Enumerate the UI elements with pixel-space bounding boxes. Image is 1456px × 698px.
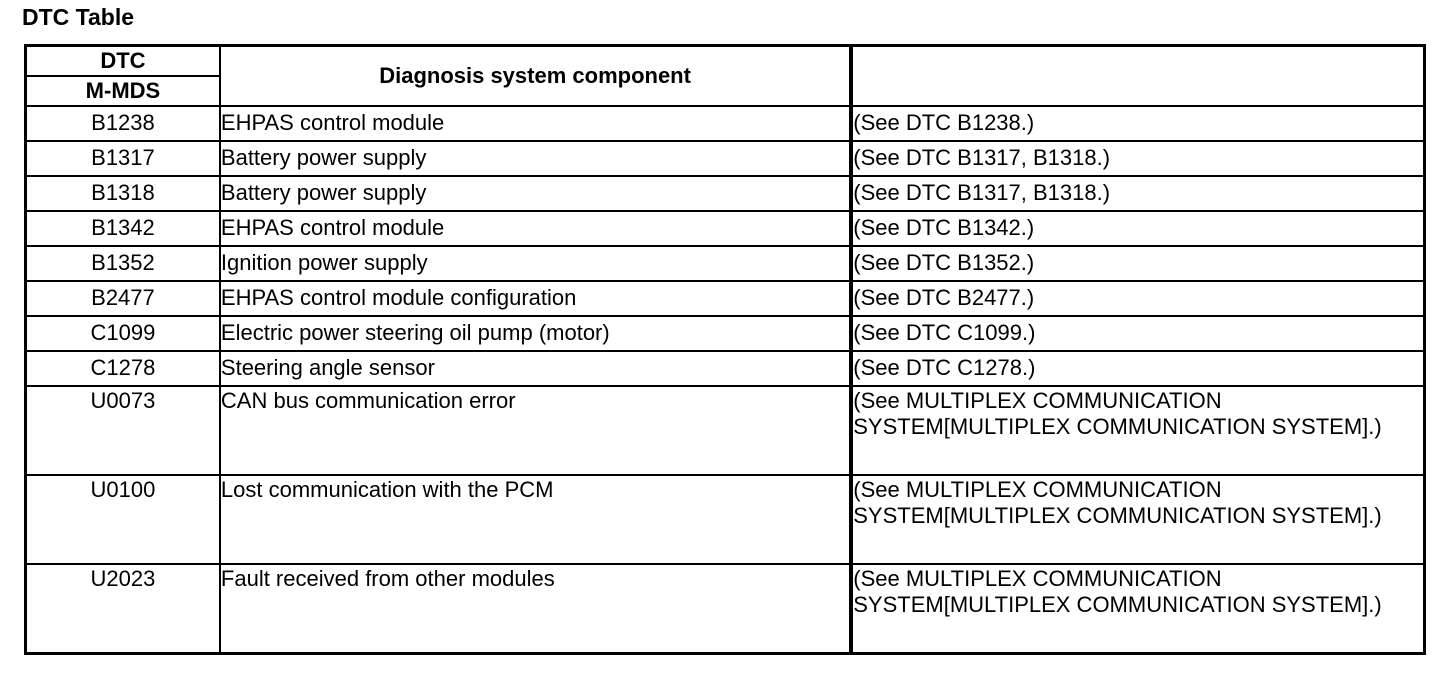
- dtc-code: U2023: [26, 564, 220, 654]
- component-cell: EHPAS control module: [220, 211, 851, 246]
- table-row: [26, 351, 1425, 386]
- dtc-code: B2477: [26, 281, 220, 316]
- reference-cell: (See DTC B2477.): [851, 281, 1424, 316]
- dtc-code: B1318: [26, 176, 220, 211]
- dtc-code: B1352: [26, 246, 220, 281]
- dtc-code: C1278: [26, 351, 220, 386]
- dtc-code: C1099: [26, 316, 220, 351]
- component-cell: Electric power steering oil pump (motor): [220, 316, 851, 351]
- dtc-code: B1342: [26, 211, 220, 246]
- table-row: [26, 246, 1425, 281]
- component-cell: EHPAS control module: [220, 106, 851, 141]
- component-cell: EHPAS control module configuration: [220, 281, 851, 316]
- reference-cell: (See DTC C1099.): [851, 316, 1424, 351]
- component-cell: Steering angle sensor: [220, 351, 851, 386]
- component-cell: Ignition power supply: [220, 246, 851, 281]
- dtc-code: U0100: [26, 475, 220, 564]
- table-row: [26, 316, 1425, 351]
- table-row: [26, 281, 1425, 316]
- reference-cell: (See DTC B1238.): [851, 106, 1424, 141]
- header-mmds: M-MDS: [26, 76, 220, 106]
- reference-cell: (See DTC B1342.): [851, 211, 1424, 246]
- component-cell: Battery power supply: [220, 141, 851, 176]
- reference-cell: (See DTC C1278.): [851, 351, 1424, 386]
- reference-cell: (See DTC B1352.): [851, 246, 1424, 281]
- page-title: DTC Table: [22, 4, 135, 30]
- header-dtc: DTC: [26, 46, 220, 76]
- component-cell: CAN bus communication error: [220, 386, 851, 475]
- table-row: [26, 475, 1425, 564]
- table-row: [26, 106, 1425, 141]
- table-row: [26, 564, 1425, 654]
- dtc-code: B1317: [26, 141, 220, 176]
- reference-cell: (See MULTIPLEX COMMUNICATION SYSTEM[MULTIPLEX COMMUNICATION SYSTEM].): [851, 475, 1424, 564]
- reference-cell: (See DTC B1317, B1318.): [851, 176, 1424, 211]
- reference-cell: (See MULTIPLEX COMMUNICATION SYSTEM[MULTIPLEX COMMUNICATION SYSTEM].): [851, 386, 1424, 475]
- dtc-table: [24, 44, 1426, 655]
- table-row: [26, 141, 1425, 176]
- table-row: [26, 176, 1425, 211]
- reference-cell: (See MULTIPLEX COMMUNICATION SYSTEM[MULTIPLEX COMMUNICATION SYSTEM].): [851, 564, 1424, 654]
- header-reference: [851, 46, 1424, 106]
- component-cell: Lost communication with the PCM: [220, 475, 851, 564]
- dtc-code: B1238: [26, 106, 220, 141]
- component-cell: Battery power supply: [220, 176, 851, 211]
- dtc-code: U0073: [26, 386, 220, 475]
- reference-cell: (See DTC B1317, B1318.): [851, 141, 1424, 176]
- header-component: Diagnosis system component: [220, 46, 851, 106]
- component-cell: Fault received from other modules: [220, 564, 851, 654]
- table-row: [26, 211, 1425, 246]
- table-row: [26, 386, 1425, 475]
